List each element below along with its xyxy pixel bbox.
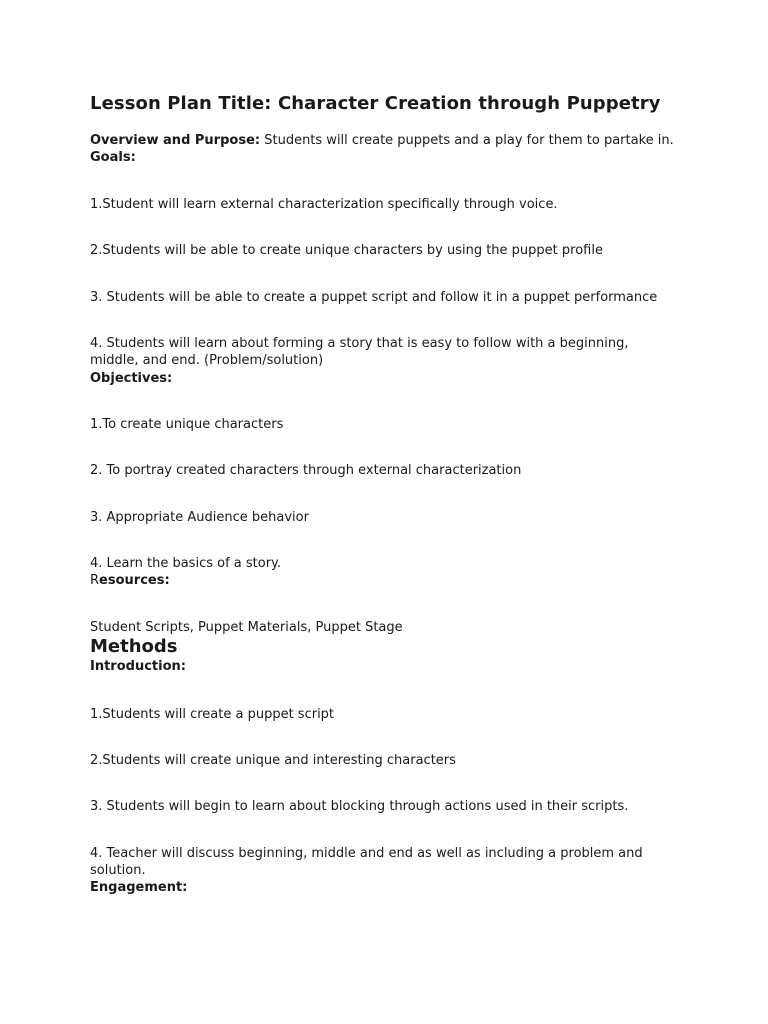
resources-text: Student Scripts, Puppet Materials, Puppet Stage [90, 620, 403, 635]
overview-label: Overview and Purpose: [90, 133, 261, 148]
objective-item: 2. To portray created characters through external characterization [90, 463, 522, 478]
objective-item: 3. Appropriate Audience behavior [90, 510, 309, 525]
lesson-plan-title: Lesson Plan Title: Character Creation through Puppetry [90, 93, 661, 114]
resources-label-first: R [90, 573, 100, 588]
objectives-label: Objectives: [90, 371, 173, 386]
goal-item: 1.Student will learn external characterization specifically through voice. [90, 197, 558, 212]
resources-label-rest: esources: [99, 573, 170, 588]
introduction-item: 2.Students will create unique and interesting characters [90, 753, 456, 768]
objective-item: 1.To create unique characters [90, 417, 284, 432]
overview-line [90, 132, 674, 149]
introduction-item: 4. Teacher will discuss beginning, middle and end as well as including a problem and solution. [90, 846, 643, 878]
methods-heading: Methods [90, 636, 178, 657]
resources-label [90, 572, 170, 589]
goal-item: 2.Students will be able to create unique characters by using the puppet profile [90, 243, 603, 258]
goal-item: 4. Students will learn about forming a story that is easy to follow with a beginning, middle, and end. (Problem/solution) [90, 336, 629, 368]
introduction-label: Introduction: [90, 659, 186, 674]
objective-item: 4. Learn the basics of a story. [90, 556, 282, 571]
goals-label: Goals: [90, 150, 136, 165]
engagement-label: Engagement: [90, 880, 188, 895]
introduction-item: 3. Students will begin to learn about blocking through actions used in their scripts. [90, 799, 629, 814]
goal-item: 3. Students will be able to create a puppet script and follow it in a puppet performance [90, 290, 658, 305]
introduction-item: 1.Students will create a puppet script [90, 707, 335, 722]
overview-text: Students will create puppets and a play for them to partake in. [260, 133, 674, 148]
